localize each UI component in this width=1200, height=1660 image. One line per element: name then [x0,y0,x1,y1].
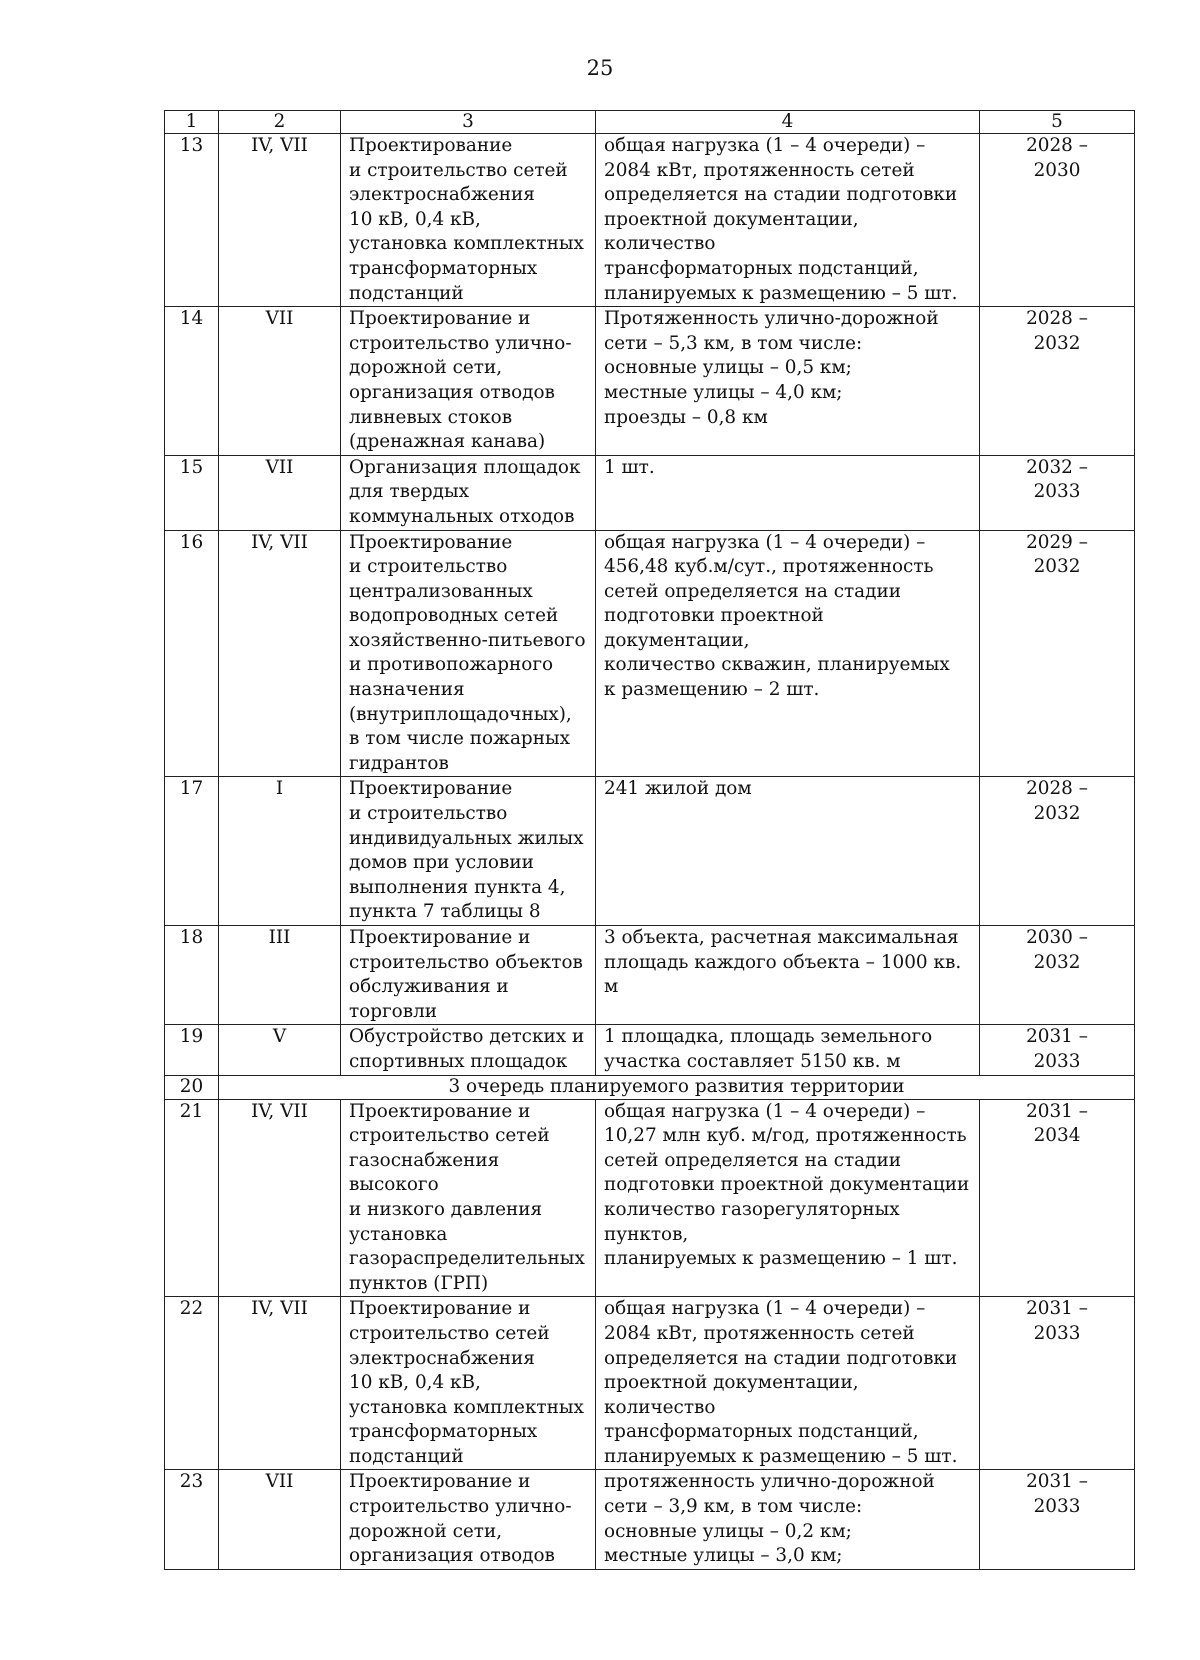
header-cell: 3 [341,111,596,134]
measure-name-line: пунктов (ГРП) [349,1272,489,1294]
measure-name-line: и противопожарного [349,654,554,676]
parameters-line: определяется на стадии подготовки [604,1347,958,1369]
measure-name-line: Проектирование [349,531,513,553]
row-number: 23 [165,1470,219,1569]
table-row [165,777,1135,926]
parameters-line: подготовки проектной документации [604,1174,970,1196]
measure-name-line: Проектирование и [349,1298,531,1320]
measure-name-line: организация отводов [349,381,555,403]
measure-name-line: домов при условии [349,852,534,874]
parameters-cell [596,777,980,926]
parameters-line: 2084 кВт, протяженность сетей [604,1322,915,1344]
parameters-cell [596,134,980,307]
parameters-line: к размещению – 2 шт. [604,679,820,701]
parameters-line: общая нагрузка (1 – 4 очереди) – [604,135,926,156]
parameters-line: трансформаторных подстанций, [604,1421,919,1443]
parameters-line: местные улицы – 4,0 км; [604,381,843,403]
queue-cell: VII [219,1470,341,1569]
queue-cell: V [219,1025,341,1075]
years-line: 2033 [1033,1050,1081,1072]
years-line: 2033 [1033,481,1081,503]
table-row [165,1297,1135,1470]
measure-name-line: централизованных [349,580,533,602]
section-row [165,1075,1135,1099]
queue-cell: I [219,777,341,926]
queue-cell: IV, VII [219,1099,341,1297]
header-cell: 2 [219,111,341,134]
measure-name-line: для твердых [349,481,469,503]
measure-name-line: дорожной сети, [349,357,503,379]
parameters-cell [596,1297,980,1470]
measure-name-line: гидрантов [349,752,449,774]
parameters-cell [596,307,980,456]
row-number: 20 [165,1075,219,1099]
years-line: 2028 – [1026,308,1088,330]
row-number: 15 [165,455,219,530]
measure-name-line: Проектирование [349,778,513,800]
parameters-line: сети – 5,3 км, в том числе: [604,332,863,354]
header-cell: 4 [596,111,980,134]
parameters-line: количество скважин, планируемых [604,654,950,676]
measure-name-line: Проектирование и [349,927,531,948]
parameters-line: Протяженность улично-дорожной [604,308,939,330]
measure-name-line: спортивных площадок [349,1050,568,1072]
table-header-row [165,111,1135,134]
measure-name-line: организация отводов [349,1545,555,1567]
parameters-line: участка составляет 5150 кв. м [604,1050,901,1072]
years-line: 2031 – [1026,1026,1088,1048]
parameters-line: 456,48 куб.м/сут., протяженность [604,556,934,578]
parameters-line: планируемых к размещению – 1 шт. [604,1248,958,1270]
years-cell [980,134,1135,307]
parameters-line: основные улицы – 0,2 км; [604,1520,852,1542]
measure-name-line: строительство объектов [349,951,583,973]
measure-name-line: трансформаторных [349,1421,538,1443]
measure-name-line: электроснабжения [349,1347,535,1369]
table-row [165,530,1135,777]
years-line: 2028 – [1026,135,1088,156]
measure-name-line: индивидуальных жилых [349,827,584,849]
parameters-line: местные улицы – 3,0 км; [604,1545,843,1567]
measure-name-cell [341,530,596,777]
measure-name-line: подстанций [349,1445,464,1467]
parameters-line: проектной документации, количество [604,1372,859,1418]
parameters-line: 10,27 млн куб. м/год, протяженность [604,1125,967,1147]
parameters-cell [596,1470,980,1569]
measure-name-cell [341,134,596,307]
measure-name-line: обслуживания и торговли [349,976,509,1022]
years-line: 2032 [1033,951,1081,973]
measure-name-line: строительство сетей [349,1322,550,1344]
parameters-cell [596,530,980,777]
years-line: 2034 [1033,1125,1081,1147]
measure-name-line: и строительство [349,556,508,578]
measure-name-line: газораспределительных [349,1248,585,1270]
measure-name-cell [341,1297,596,1470]
parameters-line: общая нагрузка (1 – 4 очереди) – [604,1298,926,1320]
measure-name-line: и строительство [349,803,508,825]
parameters-line: 241 жилой дом [604,778,752,800]
measure-name-line: электроснабжения [349,184,535,206]
section-title: 3 очередь планируемого развития территории [219,1075,1135,1099]
measure-name-line: трансформаторных [349,257,538,279]
parameters-line: планируемых к размещению – 5 шт. [604,282,958,304]
parameters-line: трансформаторных подстанций, [604,257,919,279]
parameters-line: 3 объекта, расчетная максимальная [604,927,959,948]
table-row [165,1470,1135,1569]
queue-cell: IV, VII [219,530,341,777]
queue-cell: VII [219,455,341,530]
row-number: 22 [165,1297,219,1470]
measure-name-line: выполнения пункта 4, [349,876,566,898]
row-number: 16 [165,530,219,777]
parameters-line: основные улицы – 0,5 км; [604,357,852,379]
years-line: 2032 [1033,332,1081,354]
table-row [165,1025,1135,1075]
header-cell: 5 [980,111,1135,134]
parameters-cell [596,1099,980,1297]
measure-name-line: (дренажная канава) [349,431,546,453]
years-line: 2032 – [1026,456,1088,478]
parameters-line: 1 площадка, площадь земельного [604,1026,933,1048]
measure-name-cell [341,307,596,456]
page-number: 25 [586,56,614,80]
queue-cell: IV, VII [219,134,341,307]
measure-name-line: 10 кВ, 0,4 кВ, [349,208,481,230]
measure-name-line: (внутриплощадочных), [349,703,572,725]
years-cell [980,777,1135,926]
years-line: 2031 – [1026,1100,1088,1122]
measure-name-cell [341,926,596,1025]
measure-name-line: и строительство сетей [349,159,568,181]
row-number: 14 [165,307,219,456]
measure-name-cell [341,455,596,530]
row-number: 18 [165,926,219,1025]
measure-name-cell [341,777,596,926]
parameters-cell [596,1025,980,1075]
measure-name-cell [341,1470,596,1569]
years-line: 2031 – [1026,1471,1088,1493]
row-number: 13 [165,134,219,307]
measure-name-line: строительство улично- [349,1496,572,1518]
measure-name-line: Обустройство детских и [349,1026,585,1048]
measure-name-cell [341,1099,596,1297]
measure-name-line: строительство улично- [349,332,572,354]
parameters-line: проезды – 0,8 км [604,406,768,428]
years-line: 2029 – [1026,531,1088,553]
queue-cell: III [219,926,341,1025]
measure-name-line: строительство сетей [349,1125,550,1147]
years-line: 2032 [1033,556,1081,578]
parameters-line: 2084 кВт, протяженность сетей [604,159,915,181]
table-row [165,926,1135,1025]
measure-name-line: 10 кВ, 0,4 кВ, [349,1372,481,1394]
measure-name-line: водопроводных сетей [349,605,559,627]
table-row [165,1099,1135,1297]
measure-name-line: хозяйственно-питьевого [349,629,586,651]
measure-name-line: дорожной сети, [349,1520,503,1542]
parameters-line: сети – 3,9 км, в том числе: [604,1496,863,1518]
table-row [165,307,1135,456]
parameters-line: общая нагрузка (1 – 4 очереди) – [604,531,926,553]
parameters-cell [596,926,980,1025]
years-line: 2032 [1033,803,1081,825]
measure-name-cell [341,1025,596,1075]
parameters-line: протяженность улично-дорожной [604,1471,935,1493]
parameters-line: количество газорегуляторных пунктов, [604,1198,900,1245]
parameters-line: проектной документации, количество [604,208,859,255]
table-row [165,134,1135,307]
measure-name-line: коммунальных отходов [349,505,575,527]
measure-name-line: Проектирование и [349,1471,531,1493]
parameters-line: 1 шт. [604,456,655,478]
years-line: 2033 [1033,1322,1081,1344]
measure-name-line: ливневых стоков [349,406,513,428]
measure-name-line: установка [349,1223,448,1245]
measure-name-line: Проектирование и [349,1100,531,1122]
parameters-line: сетей определяется на стадии [604,580,901,602]
queue-cell: IV, VII [219,1297,341,1470]
row-number: 21 [165,1099,219,1297]
years-line: 2030 [1033,159,1081,181]
years-line: 2031 – [1026,1298,1088,1320]
years-cell [980,530,1135,777]
row-number: 19 [165,1025,219,1075]
measure-name-line: назначения [349,679,465,701]
years-cell [980,455,1135,530]
parameters-cell [596,455,980,530]
parameters-line: общая нагрузка (1 – 4 очереди) – [604,1100,926,1122]
parameters-line: определяется на стадии подготовки [604,184,958,206]
table-row [165,455,1135,530]
measure-name-line: Организация площадок [349,456,581,478]
years-cell [980,1099,1135,1297]
measure-name-line: установка комплектных [349,1396,584,1418]
years-cell [980,1470,1135,1569]
measure-name-line: и низкого давления [349,1198,543,1220]
row-number: 17 [165,777,219,926]
parameters-line: сетей определяется на стадии [604,1149,901,1171]
years-cell [980,926,1135,1025]
measure-name-line: Проектирование и [349,308,531,330]
parameters-line: планируемых к размещению – 5 шт. [604,1445,958,1467]
planning-table [164,110,1135,1570]
years-cell [980,307,1135,456]
measure-name-line: установка комплектных [349,233,584,255]
years-line: 2028 – [1026,778,1088,800]
header-cell: 1 [165,111,219,134]
queue-cell: VII [219,307,341,456]
measure-name-line: в том числе пожарных [349,728,570,750]
measure-name-line: подстанций [349,282,464,304]
measure-name-line: Проектирование [349,135,513,156]
years-cell [980,1297,1135,1470]
parameters-line: площадь каждого объекта – 1000 кв. м [604,951,962,998]
measure-name-line: газоснабжения высокого [349,1149,500,1196]
measure-name-line: пункта 7 таблицы 8 [349,901,541,923]
years-line: 2033 [1033,1496,1081,1518]
parameters-line: подготовки проектной документации, [604,605,824,651]
years-cell [980,1025,1135,1075]
years-line: 2030 – [1026,927,1088,948]
